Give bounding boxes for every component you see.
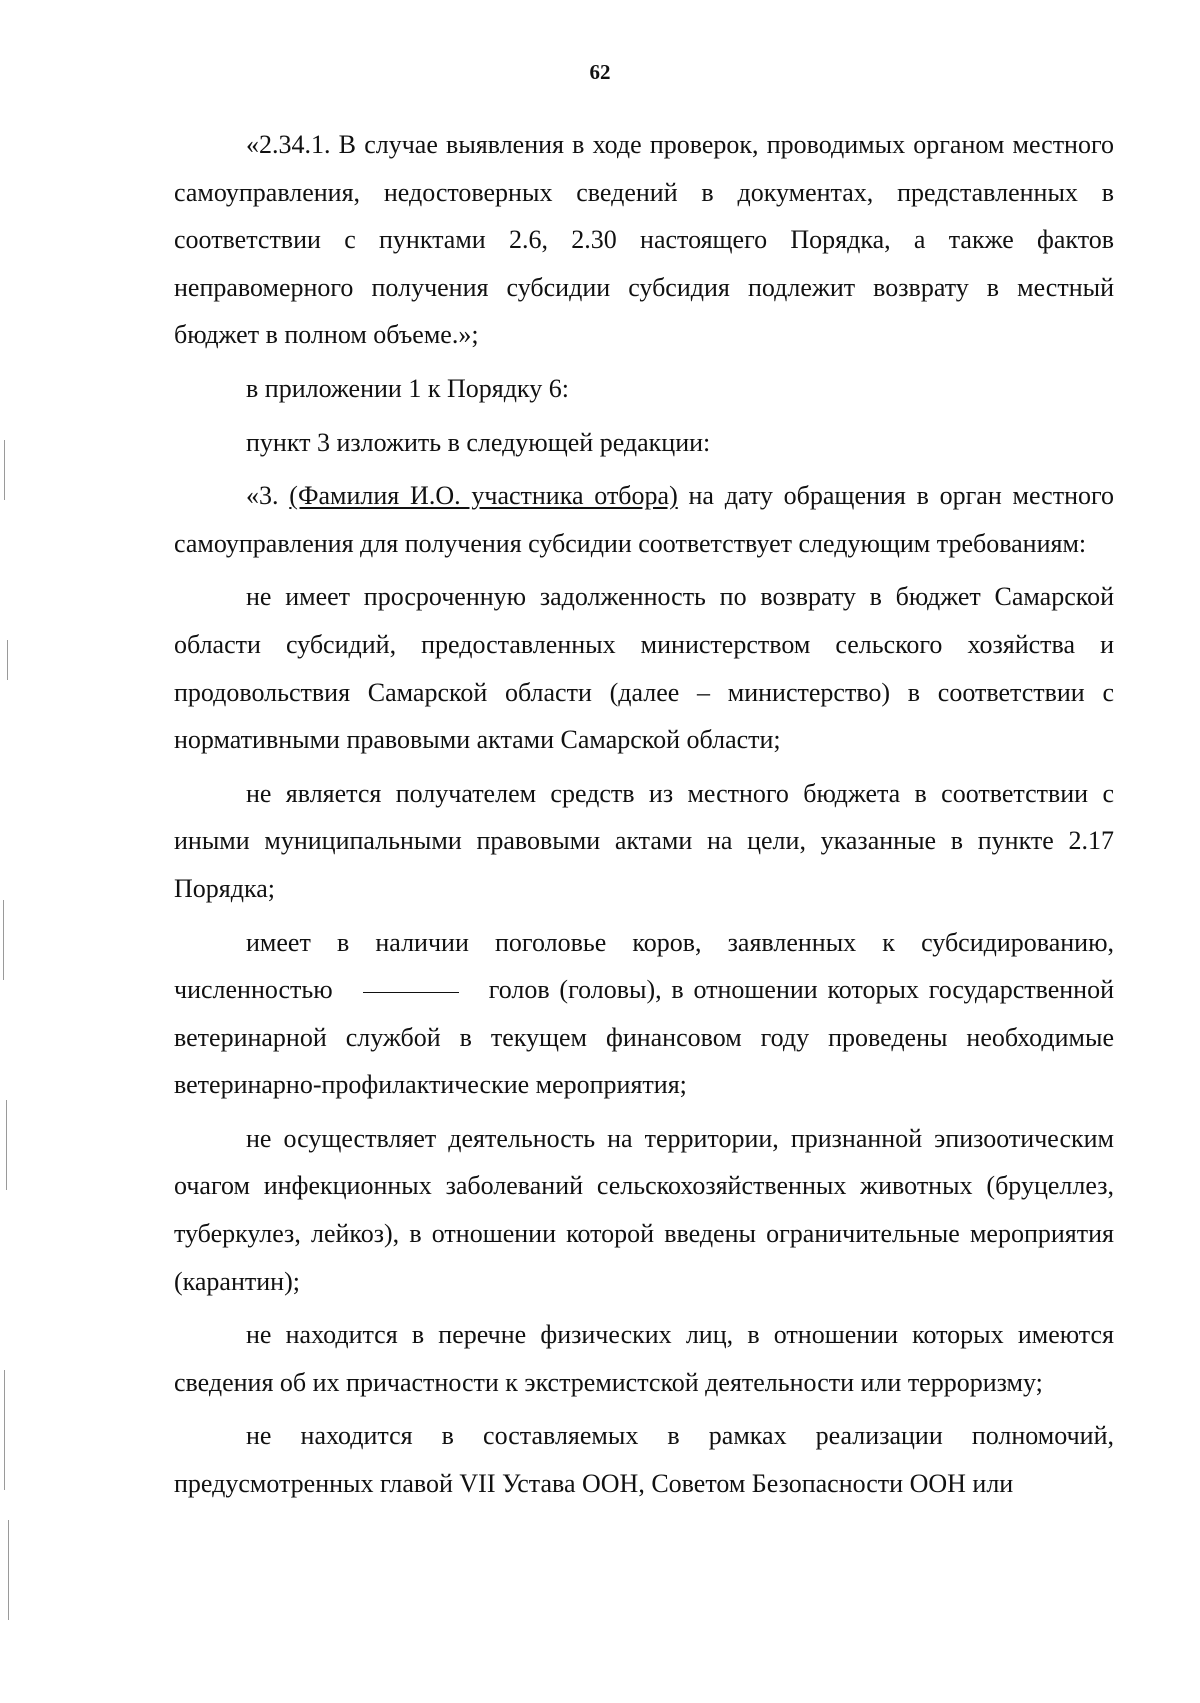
page-number: 62 [589, 60, 611, 84]
requirement-livestock [174, 919, 1114, 1109]
scan-edge-artifact [0, 0, 16, 1703]
item-3-suffix: на дату обращения в орган местного самоуправления для получения субсидии соответствует следующим требованиям: [174, 481, 1115, 558]
requirement-not-recipient: не является получателем средств из местного бюджета в соответствии с иными муниципальными правовыми актами на цели, указанные в пункте 2.17 Порядка; [174, 778, 1114, 903]
item-3-prefix: «3. [246, 481, 290, 511]
participant-name-placeholder: (Фамилия И.О. участника отбора) [289, 481, 678, 511]
paragraph-item-3 [174, 472, 1114, 567]
requirement-un-lists: не находится в составляемых в рамках реализации полномочий, предусмотренных главой VII Устава ООН, Советом Безопасности ООН или [174, 1421, 1114, 1499]
requirement-not-extremist: не находится в перечне физических лиц, в отношении которых имеются сведения об их причастности к экстремистской деятельности или терроризму; [174, 1320, 1114, 1397]
requirement-no-debt: не имеет просроченную задолженность по возврату в бюджет Самарской области субсидий, предоставленных министерством сельского хозяйства и продовольствия Самарской области (далее – министерство) в соответствии с нормативными правовыми актами Самарской области; [174, 582, 1114, 755]
paragraph-item-3-intro: пункт 3 изложить в следующей редакции: [246, 427, 711, 457]
livestock-text-before: имеет в наличии поголовье коров, заявленных к субсидированию, численностью [174, 927, 1114, 1005]
livestock-count-blank [363, 991, 459, 993]
requirement-no-quarantine: не осуществляет деятельность на территории, признанной эпизоотическим очагом инфекционных заболеваний сельскохозяйственных животных (бруцеллез, туберкулез, лейкоз), в отношении которой введены ограничительные мероприятия (карантин); [174, 1123, 1114, 1296]
paragraph-appendix-reference: в приложении 1 к Порядку 6: [246, 373, 569, 403]
paragraph-2-34-1: «2.34.1. В случае выявления в ходе проверок, проводимых органом местного самоуправления, недостоверных сведений в документах, представленных в соответствии с пунктами 2.6, 2.30 настоящего Порядка, а также фактов неправомерного получения субсидии субсидия подлежит возврату в местный бюджет в полном объеме.»; [174, 130, 1114, 350]
livestock-text-after: голов (головы), в отношении которых государственной ветеринарной службой в текущем финансовом году проведены необходимые ветеринарно-профилактические мероприятия; [174, 975, 1114, 1100]
document-body [174, 121, 1114, 1508]
